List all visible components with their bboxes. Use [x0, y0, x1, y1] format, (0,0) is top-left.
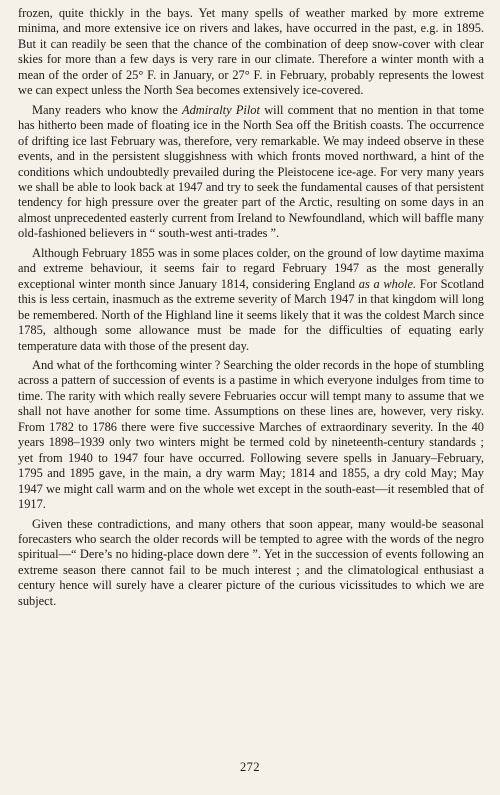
paragraph-1-text: frozen, quite thickly in the bays. Yet many spells of weather marked by more extreme minima, and more extensive ice on rivers and lakes, have occurred in the past, e.g. in 1895. But it can readily be seen that the chance of the combination of deep snow-cover with clear skies for more than a few days is very rare in our climate. Therefore a winter month with a mean of the order of 25° F. in January, or 27° F. in February, probably represents the lowest we can expect unless the North Sea becomes extensively ice-covered.	[18, 6, 484, 98]
page-number: 272	[239, 760, 261, 774]
admiralty-pilot-title: Admiralty Pilot	[182, 102, 260, 117]
paragraph-3-text-b: For Scotland this is less certain, inasmuch as the extreme severity of March 1947 in that kingdom will long be remembered. North of the Highland line it seems likely that it was the coldest March since 1785, although some allowance must be made for the difficulties of equating early temperature data with those of the present day.	[18, 276, 484, 353]
paragraph-5-text: Given these contradictions, and many others that soon appear, many would-be seasonal forecasters who search the older records will be tempted to agree with the words of the negro spiritual—“ Dere’s no hiding-place down dere ”. Yet in the succession of events following an extreme season there cannot fail to be much interest ; and the climatological enthusiast a century hence will surely have a clearer picture of the curious vicissitudes to which we are subject.	[18, 516, 484, 608]
paragraph-3-text-a: Although February 1855 was in some places colder, on the ground of low daytime maxima and extreme behaviour, it seems fair to regard February 1947 as the most generally exceptional winter month since January 1814, considering England	[18, 245, 484, 291]
paragraph-1	[18, 6, 484, 99]
paragraph-4-text: And what of the forthcoming winter ? Searching the older records in the hope of stumbling across a pattern of succession of events is a pastime in which everyone indulges from time to time. The rarity with which really severe Februaries occur will tempt many to assume that we shall not have another for some time. Assumptions on these lines are, however, very risky. From 1782 to 1786 there were five successive Marches of extraordinary severity. In the 40 years 1898–1939 only two winters might be termed cold by nineteenth-century standards ; yet from 1940 to 1947 four have occurred. Following severe spells in January–February, 1795 and 1895 gave, in the main, a dry warm May; 1814 and 1855, a dry cold May; May 1947 we might call warm and on the whole wet except in the south-east—it resembled that of 1917.	[18, 357, 484, 512]
emphasis-as-a-whole: as a whole.	[358, 276, 417, 291]
paragraph-4	[18, 358, 484, 513]
paragraph-2-text-b: will comment that no mention in that tome has hitherto been made of floating ice in the North Sea off the British coasts. The occurrence of drifting ice last February was, therefore, very remarkable. We may indeed observe in these events, and in the persistent sluggishness with which fronts moved northward, a hint of the conditions which undoubtedly prevailed during the Pleistocene ice-age. For very many years we shall be able to look back at 1947 and try to seek the fundamental causes of that persistent tendency for high pressure over the greater part of the Arctic, resulting on some days in an almost unprecedented easterly current from Ireland to Newfoundland, which will baffle many old-fashioned believers in “ south-west anti-trades ”.	[18, 102, 484, 241]
paragraph-3	[18, 246, 484, 354]
page-body	[18, 6, 484, 609]
paragraph-5	[18, 517, 484, 610]
paragraph-2	[18, 103, 484, 242]
paragraph-2-text-a: Many readers who know the	[32, 102, 183, 117]
